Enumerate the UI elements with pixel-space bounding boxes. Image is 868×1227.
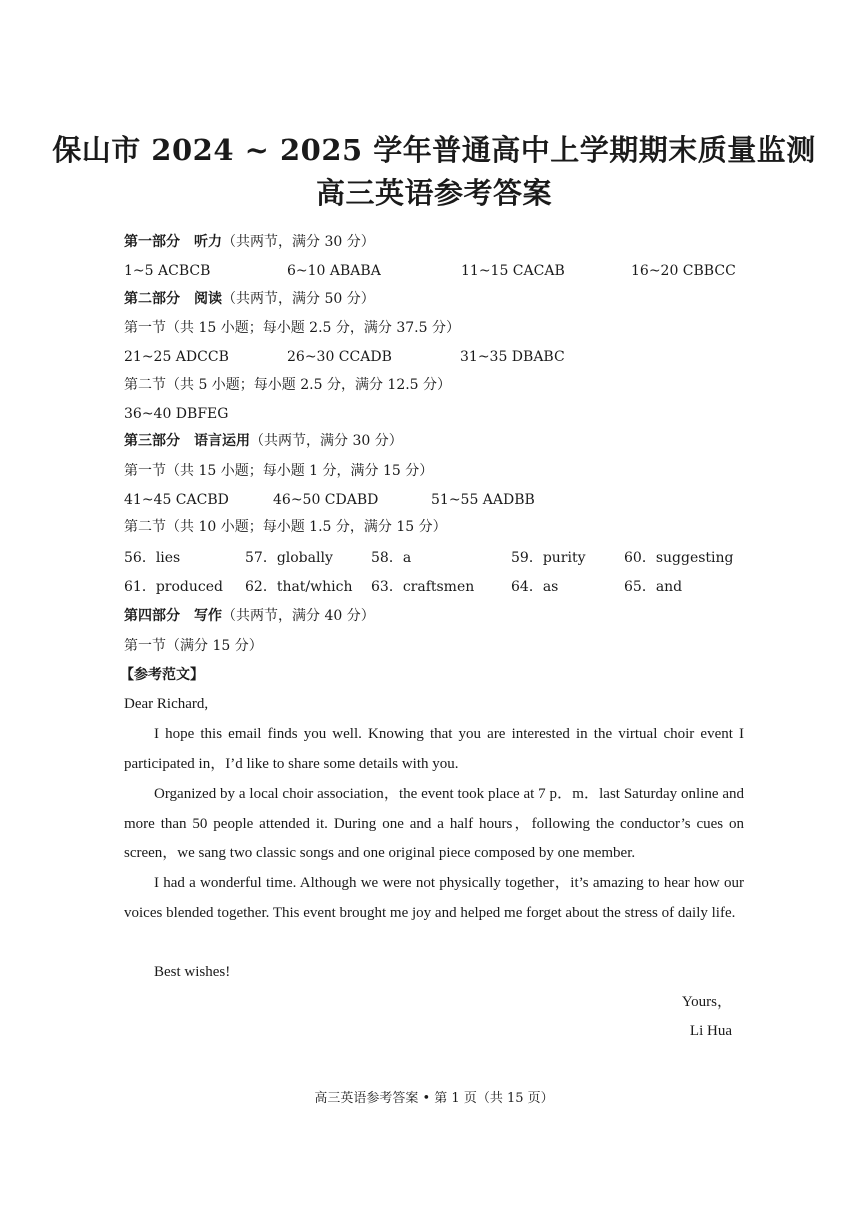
part2-heading: 第二部分 阅读 [124, 291, 222, 307]
part1-note: （共两节，满分 30 分） [222, 234, 375, 250]
letter-signature: Li Hua [689, 1023, 732, 1039]
part2-section2-title: 第二节（共 5 小题；每小题 2.5 分，满分 12.5 分） [124, 377, 452, 393]
fill-answer: 60．suggesting [624, 550, 734, 566]
fill-answer: 65．and [624, 579, 683, 595]
letter-paragraph: I had a wonderful time. Although we were not physically together，it’s amazing to hear how our voices blended together. This event brought me joy and helped me forget about the stress of daily life. [124, 875, 744, 921]
answer-group: 16~20 CBBCC [631, 263, 736, 279]
part2-heading-line [124, 290, 375, 308]
answer-group: 11~15 CACAB [461, 263, 565, 279]
part1-heading-line [124, 233, 375, 251]
part3-heading-line [124, 432, 403, 450]
part4-heading-line [124, 607, 375, 625]
answer-group: 31~35 DBABC [460, 349, 565, 365]
fill-answer: 59．purity [511, 550, 586, 566]
fill-answer: 58．a [371, 550, 412, 566]
fill-answer: 63．craftsmen [371, 579, 475, 595]
part3-note: （共两节，满分 30 分） [250, 433, 403, 449]
letter-paragraph: I hope this email finds you well. Knowing that you are interested in the virtual choir event I participated in，I’d like to share some details with you. [124, 726, 744, 772]
fill-answer: 62．that/which [245, 579, 353, 595]
part3-section1-title: 第一节（共 15 小题；每小题 1 分，满分 15 分） [124, 463, 434, 479]
letter-closing: Best wishes! [154, 964, 231, 980]
answer-group: 21~25 ADCCB [124, 349, 229, 365]
part3-heading: 第三部分 语言运用 [124, 433, 250, 449]
exam-subtitle: 高三英语参考答案 [315, 176, 552, 210]
answer-group: 6~10 ABABA [287, 263, 381, 279]
answer-group: 51~55 AADBB [431, 492, 535, 508]
exam-title: 保山市 2024 ~ 2025 学年普通高中上学期期末质量监测 [52, 133, 816, 167]
sample-essay-label: 【参考范文】 [120, 667, 204, 683]
part4-note: （共两节，满分 40 分） [222, 608, 375, 624]
part2-section1-title: 第一节（共 15 小题；每小题 2.5 分，满分 37.5 分） [124, 320, 460, 336]
answer-group: 46~50 CDABD [273, 492, 379, 508]
answer-group: 36~40 DBFEG [124, 406, 229, 422]
answer-group: 41~45 CACBD [124, 492, 229, 508]
part3-section2-title: 第二节（共 10 小题；每小题 1.5 分，满分 15 分） [124, 519, 447, 535]
fill-answer: 64．as [511, 579, 559, 595]
letter-signoff: Yours， [681, 994, 732, 1010]
part4-section1-title: 第一节（满分 15 分） [124, 638, 263, 654]
letter-salutation: Dear Richard, [124, 696, 209, 712]
answer-group: 1~5 ACBCB [124, 263, 211, 279]
part4-heading: 第四部分 写作 [124, 608, 222, 624]
fill-answer: 61．produced [124, 579, 223, 595]
answer-group: 26~30 CCADB [287, 349, 392, 365]
fill-answer: 57．globally [245, 550, 333, 566]
fill-answer: 56．lies [124, 550, 181, 566]
part1-heading: 第一部分 听力 [124, 234, 222, 250]
letter-paragraph: Organized by a local choir association，the event took place at 7 p．m．last Saturday online and more than 50 people attended it. During one and a half hours，following the conductor’s cues on screen，we sang two classic songs and one original piece composed by one member. [124, 786, 744, 862]
page-footer: 高三英语参考答案 • 第 1 页（共 15 页） [314, 1091, 554, 1106]
part2-note: （共两节，满分 50 分） [222, 291, 375, 307]
